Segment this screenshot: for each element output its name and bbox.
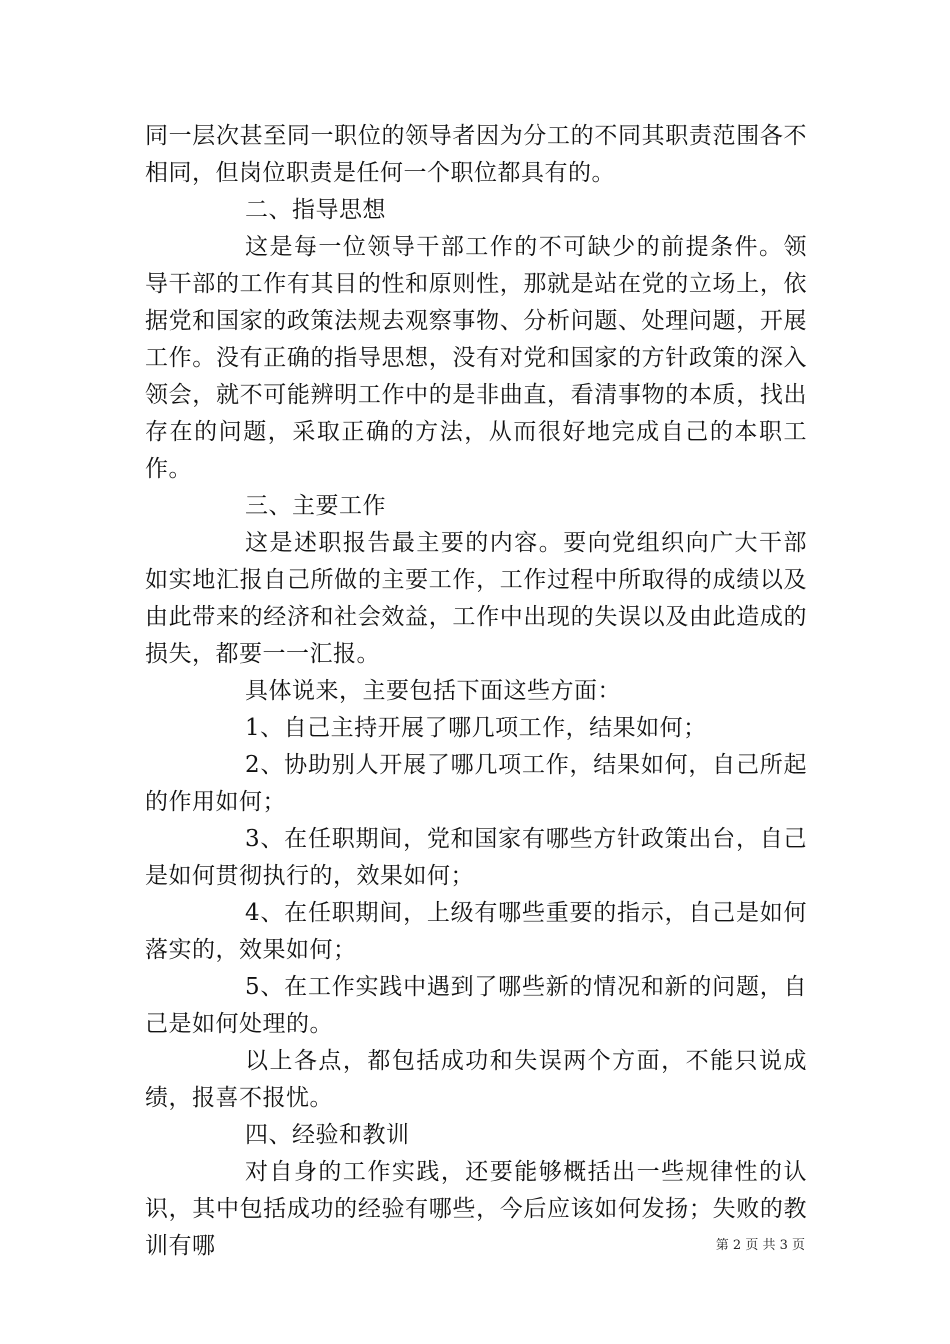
paragraph: 以上各点，都包括成功和失误两个方面，不能只说成绩，报喜不报忧。 [145, 1048, 807, 1111]
page-number-footer: 第 2 页 共 3 页 [715, 1238, 805, 1253]
document-body [145, 118, 807, 1265]
list-item: 5、在工作实践中遇到了哪些新的情况和新的问题，自己是如何处理的。 [145, 974, 807, 1037]
paragraph: 具体说来，主要包括下面这些方面： [245, 678, 621, 704]
section-heading: 四、经验和教训 [245, 1122, 410, 1148]
section-heading: 三、主要工作 [245, 493, 386, 519]
paragraph: 这是每一位领导干部工作的不可缺少的前提条件。领导干部的工作有其目的性和原则性，那就是站在党的立场上，依据党和国家的政策法规去观察事物、分析问题、处理问题，开展工作。没有正确的指导思想，没有对党和国家的方针政策的深入领会，就不可能辨明工作中的是非曲直，看清事物的本质，找出存在的问题，采取正确的方法，从而很好地完成自己的本职工作。 [145, 234, 807, 482]
list-item: 4、在任职期间，上级有哪些重要的指示，自己是如何落实的，效果如何； [145, 900, 807, 963]
paragraph: 对自身的工作实践，还要能够概括出一些规律性的认识，其中包括成功的经验有哪些，今后应该如何发扬；失败的教训有哪 [145, 1159, 807, 1259]
list-item: 2、协助别人开展了哪几项工作，结果如何，自己所起的作用如何； [145, 752, 807, 815]
list-item: 1、自己主持开展了哪几项工作，结果如何； [245, 715, 707, 741]
section-heading: 二、指导思想 [245, 197, 386, 223]
list-item: 3、在任职期间，党和国家有哪些方针政策出台，自己是如何贯彻执行的，效果如何； [145, 826, 807, 889]
paragraph: 这是述职报告最主要的内容。要向党组织向广大干部如实地汇报自己所做的主要工作，工作过程中所取得的成绩以及由此带来的经济和社会效益，工作中出现的失误以及由此造成的损失，都要一一汇报。 [145, 530, 807, 667]
paragraph: 同一层次甚至同一职位的领导者因为分工的不同其职责范围各不相同，但岗位职责是任何一个职位都具有的。 [145, 123, 807, 186]
